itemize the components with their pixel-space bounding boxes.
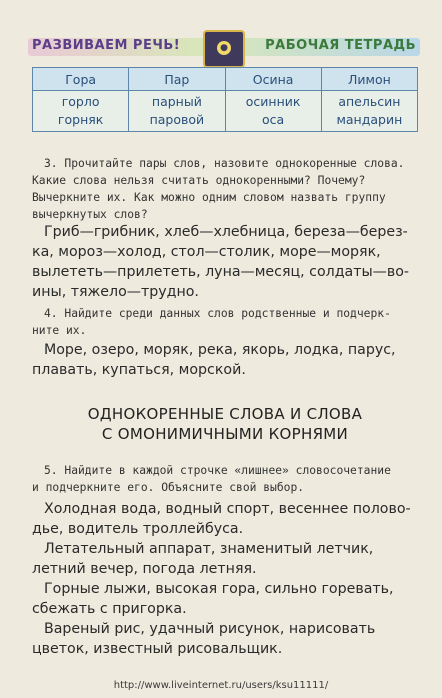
task-3-instructions: 3. Прочитайте пары слов, назовите однокоренные слова. Какие слова нельзя считать однокоренными? Почему? Вычеркните их. Как можно одним словом назвать группу вычеркнутых слов? <box>32 157 405 221</box>
task-5-exercise: Холодная вода, водный спорт, весеннее полово- дье, водитель троллейбуса. Летательный аппарат, знаменитый летчик, летний вечер, погода летняя. Горные лыжи, высокая гора, сильно горевать, сбежать с пригорка. Вареный рис, удачный рисунок, нарисовать цветок, известный рисовальщик. <box>32 501 411 657</box>
task-5-instructions: 5. Найдите в каждой строчке «лишнее» словосочетание и подчеркните его. Объясните свой выбор. <box>32 464 391 494</box>
task-4-instructions: 4. Найдите среди данных слов родственные и подчерк- ните их. <box>32 307 391 337</box>
header-right-title: РАБОЧАЯ ТЕТРАДЬ <box>265 38 416 53</box>
table-header-cell: Лимон <box>321 68 417 91</box>
table-cell: осинник оса <box>225 91 321 132</box>
header-emblem-icon <box>203 30 245 68</box>
emblem-dot-icon: ● <box>217 41 231 55</box>
table-header-cell: Пар <box>129 68 225 91</box>
table-header-row <box>33 68 418 91</box>
word-table <box>32 67 418 132</box>
task-4-exercise: Море, озеро, моряк, река, якорь, лодка, парус, плавать, купаться, морской. <box>32 342 396 378</box>
table-cell: парный паровой <box>129 91 225 132</box>
page-header <box>28 30 420 64</box>
table-header-cell: Гора <box>33 68 129 91</box>
task-3-exercise: Гриб—грибник, хлеб—хлебница, береза—берез- ка, мороз—холод, стол—столик, море—моряк, вылететь—прилететь, луна—месяц, солдаты—во- ины, тяжело—трудно. <box>32 224 410 300</box>
table-row <box>33 91 418 132</box>
section-heading: ОДНОКОРЕННЫЕ СЛОВА И СЛОВА С ОМОНИМИЧНЫМИ КОРНЯМИ <box>87 405 363 443</box>
table-cell: горло горняк <box>33 91 129 132</box>
watermark-url: http://www.liveinternet.ru/users/ksu11111/ <box>113 680 329 691</box>
header-left-title: РАЗВИВАЕМ РЕЧЬ! <box>32 38 181 53</box>
table-cell: апельсин мандарин <box>321 91 417 132</box>
table-header-cell: Осина <box>225 68 321 91</box>
